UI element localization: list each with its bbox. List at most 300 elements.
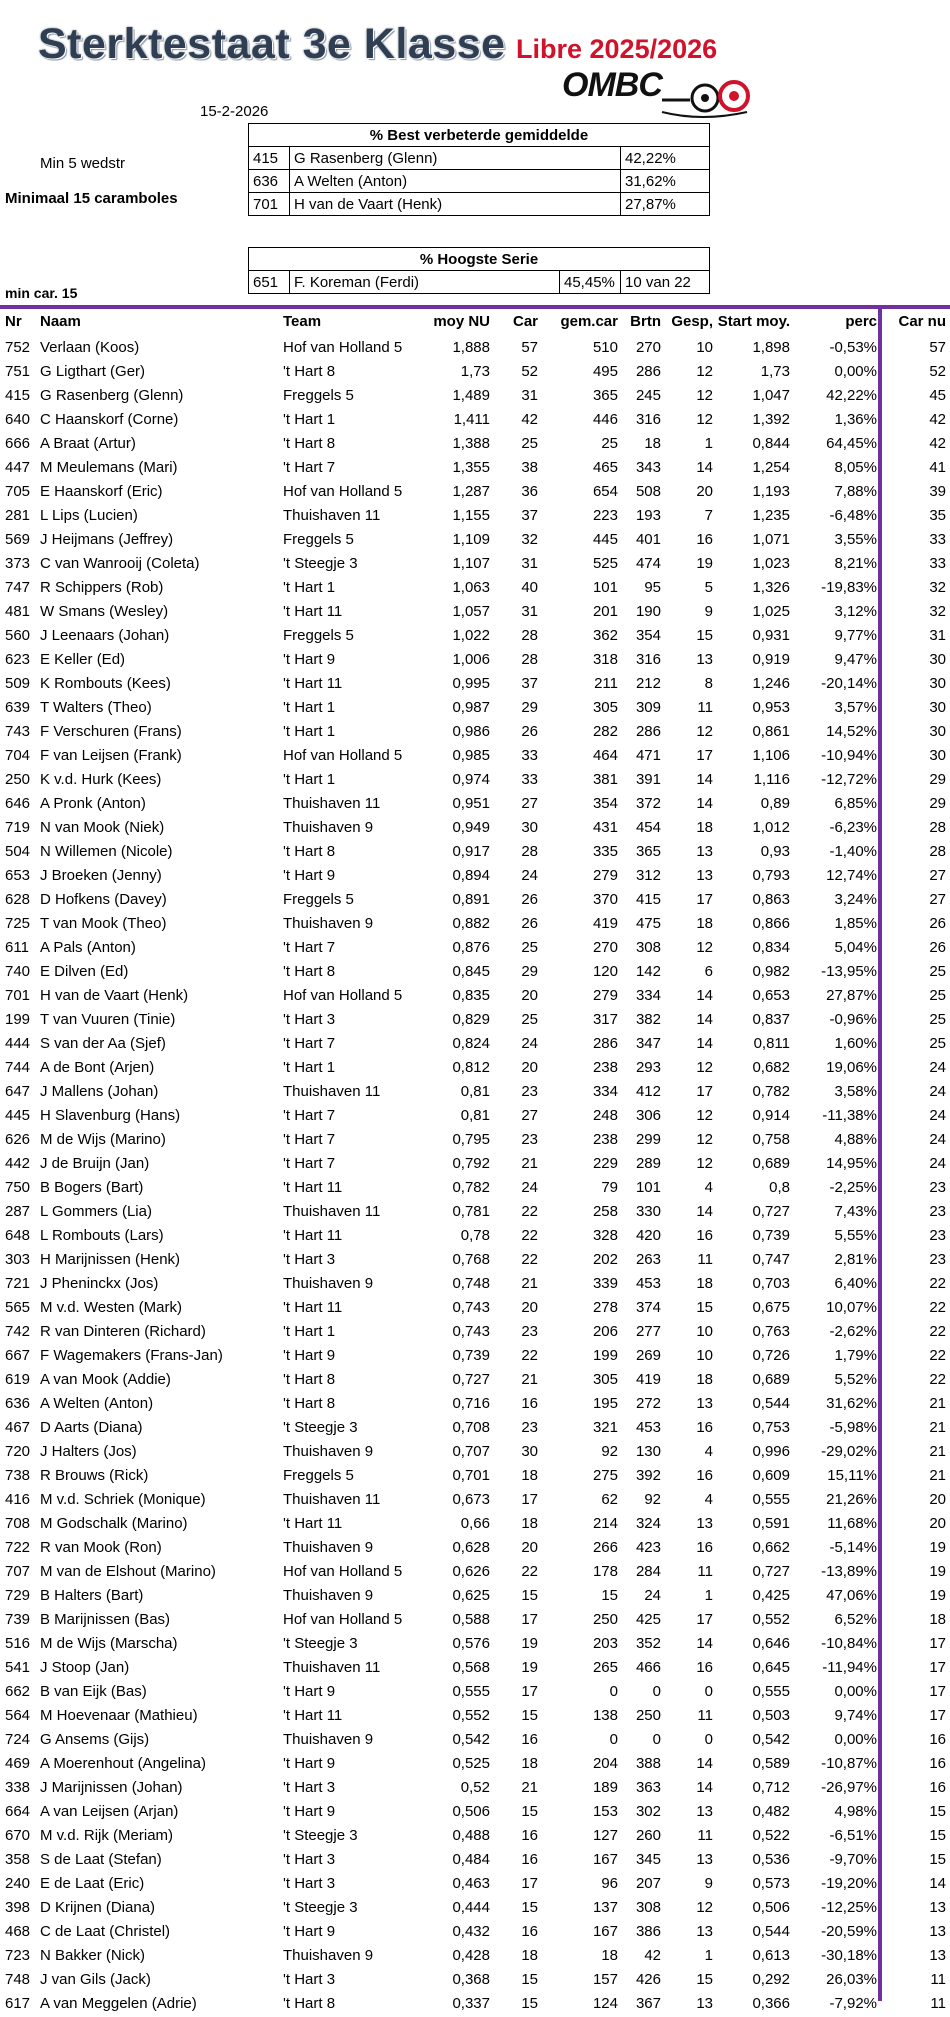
gespeeld: 13	[696, 1851, 713, 1868]
beurten: 354	[635, 627, 661, 644]
beurten: 92	[644, 1491, 661, 1508]
beurten: 388	[635, 1755, 661, 1772]
gem-car: 258	[592, 1203, 618, 1220]
player-name: M v.d. Rijk (Meriam)	[40, 1827, 174, 1844]
table-row	[0, 553, 950, 577]
moy-nu: 1,006	[452, 651, 490, 668]
player-nr: 481	[5, 603, 31, 620]
moy-nu: 0,555	[452, 1683, 490, 1700]
moy-nu: 0,588	[452, 1611, 490, 1628]
car: 22	[521, 1347, 538, 1364]
perc: -26,97%	[821, 1779, 877, 1796]
perc: 1,79%	[834, 1347, 877, 1364]
car: 16	[521, 1851, 538, 1868]
gespeeld: 20	[696, 483, 713, 500]
player-team: 't Hart 3	[283, 1875, 336, 1892]
start-moy: 0,834	[752, 939, 790, 956]
moy-nu: 0,81	[460, 1107, 490, 1124]
moy-nu: 1,388	[452, 435, 490, 452]
player-name: A Pronk (Anton)	[40, 795, 146, 812]
car-nu: 22	[929, 1299, 946, 1316]
perc: -6,51%	[829, 1827, 877, 1844]
player-nr: 564	[5, 1707, 31, 1724]
car: 16	[521, 1923, 538, 1940]
table-row	[0, 1393, 950, 1417]
gem-car: 206	[592, 1323, 618, 1340]
perc: -6,23%	[829, 819, 877, 836]
player-team: 't Hart 7	[283, 1107, 336, 1124]
gem-car: 214	[592, 1515, 618, 1532]
start-moy: 0,8	[769, 1179, 790, 1196]
gem-car: 362	[592, 627, 618, 644]
car: 29	[521, 699, 538, 716]
gespeeld: 17	[696, 747, 713, 764]
player-name: K Rombouts (Kees)	[40, 675, 171, 692]
table-row	[0, 1825, 950, 1849]
beurten: 277	[635, 1323, 661, 1340]
gem-car: 266	[592, 1539, 618, 1556]
start-moy: 0,89	[760, 795, 790, 812]
player-team: 't Hart 11	[283, 1179, 343, 1196]
table-row	[0, 841, 950, 865]
player-nr: 509	[5, 675, 31, 692]
player-nr: 611	[5, 939, 29, 956]
car: 24	[521, 1035, 538, 1052]
start-moy: 1,047	[752, 387, 790, 404]
gem-car: 202	[592, 1251, 618, 1268]
beurten: 24	[644, 1587, 661, 1604]
beurten: 130	[635, 1443, 661, 1460]
perc: -5,14%	[829, 1539, 877, 1556]
perc: 11,68%	[827, 1515, 877, 1532]
moy-nu: 0,829	[452, 1011, 490, 1028]
player-nr: 565	[5, 1299, 31, 1316]
car: 38	[521, 459, 538, 476]
moy-nu: 0,995	[452, 675, 490, 692]
gem-car: 0	[609, 1683, 618, 1700]
start-moy: 0,591	[752, 1515, 790, 1532]
beurten: 312	[635, 867, 661, 884]
player-team: 't Hart 7	[283, 1035, 336, 1052]
beurten: 289	[635, 1155, 661, 1172]
player-team: Thuishaven 9	[283, 1275, 374, 1292]
table-row	[0, 889, 950, 913]
player-nr: 704	[5, 747, 31, 764]
perc: 3,57%	[834, 699, 877, 716]
gem-car: 238	[592, 1059, 618, 1076]
col-nr: Nr	[5, 313, 22, 330]
perc: -13,89%	[821, 1563, 877, 1580]
gespeeld: 17	[696, 891, 713, 908]
player-nr: 747	[5, 579, 31, 596]
player-team: 't Hart 9	[283, 1683, 336, 1700]
car: 25	[521, 1011, 538, 1028]
car-nu: 25	[929, 987, 946, 1004]
gem-car: 354	[592, 795, 618, 812]
player-team: 't Hart 9	[283, 651, 336, 668]
beurten: 372	[635, 795, 661, 812]
beurten: 420	[635, 1227, 661, 1244]
perc: -13,95%	[821, 963, 877, 980]
car-nu: 29	[929, 795, 946, 812]
start-moy: 0,753	[752, 1419, 790, 1436]
beurten: 306	[635, 1107, 661, 1124]
table-row	[0, 865, 950, 889]
gem-car: 189	[592, 1779, 618, 1796]
player-name: C Haanskorf (Corne)	[40, 411, 179, 428]
perc: 4,88%	[834, 1131, 877, 1148]
table-row	[0, 601, 950, 625]
player-name: J van Gils (Jack)	[40, 1971, 151, 1988]
moy-nu: 0,568	[452, 1659, 490, 1676]
min-car-note: min car. 15	[5, 285, 78, 301]
gespeeld: 4	[704, 1491, 713, 1508]
player-team: 't Hart 1	[283, 699, 336, 716]
player-team: 't Steegje 3	[283, 1827, 358, 1844]
player-nr: 338	[5, 1779, 31, 1796]
gespeeld: 14	[696, 987, 713, 1004]
car-nu: 27	[929, 891, 946, 908]
car: 26	[521, 915, 538, 932]
beurten: 419	[635, 1371, 661, 1388]
car-nu: 42	[929, 435, 946, 452]
min-caramboles-note: Minimaal 15 caramboles	[5, 190, 178, 207]
gem-car: 101	[592, 579, 618, 596]
gespeeld: 11	[697, 1827, 713, 1844]
start-moy: 1,73	[760, 363, 790, 380]
start-moy: 0,675	[752, 1299, 790, 1316]
beurten: 286	[635, 363, 661, 380]
car: 17	[521, 1875, 538, 1892]
gespeeld: 8	[704, 675, 713, 692]
table-row	[0, 985, 950, 1009]
player-team: Freggels 5	[283, 1467, 354, 1484]
gespeeld: 17	[696, 1611, 713, 1628]
car: 36	[521, 483, 538, 500]
gem-car: 120	[592, 963, 618, 980]
table-row	[0, 697, 950, 721]
player-team: Hof van Holland 5	[283, 747, 403, 764]
beurten: 363	[635, 1779, 661, 1796]
player-nr: 666	[5, 435, 31, 452]
player-nr: 667	[5, 1347, 31, 1364]
beurten: 270	[635, 339, 661, 356]
gem-car: 229	[592, 1155, 618, 1172]
player-nr: 447	[5, 459, 31, 476]
moy-nu: 0,974	[452, 771, 490, 788]
gespeeld: 14	[696, 1011, 713, 1028]
car-nu: 30	[929, 699, 946, 716]
car-nu: 21	[929, 1419, 946, 1436]
moy-nu: 0,707	[452, 1443, 490, 1460]
start-moy: 0,914	[752, 1107, 790, 1124]
perc: 8,05%	[834, 459, 877, 476]
player-name: M v.d. Westen (Mark)	[40, 1299, 182, 1316]
perc: 7,43%	[834, 1203, 877, 1220]
player-nr: 719	[5, 819, 31, 836]
player-team: 't Hart 11	[283, 603, 343, 620]
gespeeld: 0	[704, 1683, 713, 1700]
perc: 8,21%	[834, 555, 877, 572]
car: 20	[521, 1539, 538, 1556]
gespeeld: 9	[704, 603, 713, 620]
table-row	[0, 1609, 950, 1633]
perc: -20,14%	[821, 675, 877, 692]
moy-nu: 0,52	[460, 1779, 490, 1796]
car: 15	[521, 1587, 538, 1604]
gespeeld: 10	[696, 1323, 713, 1340]
car-nu: 35	[929, 507, 946, 524]
player-team: Freggels 5	[283, 891, 354, 908]
moy-nu: 0,987	[452, 699, 490, 716]
player-team: Hof van Holland 5	[283, 1611, 403, 1628]
gem-car: 127	[592, 1827, 618, 1844]
title-season: Libre 2025/2026	[516, 34, 718, 64]
player-team: 't Hart 1	[283, 579, 336, 596]
player-team: 't Hart 11	[283, 1707, 343, 1724]
table-row	[0, 1129, 950, 1153]
beurten: 415	[635, 891, 661, 908]
player-team: 't Hart 3	[283, 1011, 336, 1028]
start-moy: 0,703	[752, 1275, 790, 1292]
car: 37	[521, 507, 538, 524]
moy-nu: 0,792	[452, 1155, 490, 1172]
perc: -1,40%	[829, 843, 877, 860]
car: 15	[521, 1971, 538, 1988]
start-moy: 1,326	[752, 579, 790, 596]
beurten: 466	[635, 1659, 661, 1676]
table-row	[0, 961, 950, 985]
car-nu: 25	[929, 1035, 946, 1052]
gespeeld: 16	[696, 1227, 713, 1244]
player-team: 't Hart 9	[283, 1347, 336, 1364]
player-name: A van Meggelen (Adrie)	[40, 1995, 197, 2012]
perc: 21,26%	[826, 1491, 877, 1508]
gespeeld: 19	[696, 555, 713, 572]
player-team: 't Steegje 3	[283, 1419, 358, 1436]
player-nr: 740	[5, 963, 31, 980]
beurten: 272	[635, 1395, 661, 1412]
player-nr: 729	[5, 1587, 31, 1604]
player-nr: 722	[5, 1539, 31, 1556]
table-row	[0, 1033, 950, 1057]
gespeeld: 13	[696, 867, 713, 884]
moy-nu: 0,882	[452, 915, 490, 932]
ombc-logo	[562, 64, 752, 120]
gem-car: 167	[592, 1923, 618, 1940]
table-row	[0, 385, 950, 409]
gespeeld: 13	[696, 1803, 713, 1820]
perc: 5,55%	[834, 1227, 877, 1244]
table-row	[0, 457, 950, 481]
beurten: 42	[644, 1947, 661, 1964]
gespeeld: 10	[696, 1347, 713, 1364]
table-row	[0, 1729, 950, 1753]
car-nu: 24	[929, 1107, 946, 1124]
gem-car: 138	[592, 1707, 618, 1724]
highest-series-row: 651 F. Koreman (Ferdi) 45,45% 10 van 22	[249, 271, 710, 294]
table-row	[0, 1177, 950, 1201]
player-team: 't Hart 8	[283, 1995, 336, 2012]
report-date: 15-2-2026	[200, 103, 269, 120]
moy-nu: 0,986	[452, 723, 490, 740]
player-team: Hof van Holland 5	[283, 987, 403, 1004]
start-moy: 0,503	[752, 1707, 790, 1724]
table-row	[0, 481, 950, 505]
gem-car: 92	[601, 1443, 618, 1460]
gem-car: 464	[592, 747, 618, 764]
billiard-balls-icon	[562, 64, 752, 120]
table-row	[0, 1705, 950, 1729]
car-nu: 42	[929, 411, 946, 428]
gespeeld: 12	[696, 1131, 713, 1148]
start-moy: 0,931	[752, 627, 790, 644]
gem-car: 178	[592, 1563, 618, 1580]
table-row	[0, 1561, 950, 1585]
gespeeld: 1	[704, 1587, 713, 1604]
start-moy: 1,254	[752, 459, 790, 476]
moy-nu: 0,701	[452, 1467, 490, 1484]
gespeeld: 14	[696, 1755, 713, 1772]
player-name: D Hofkens (Davey)	[40, 891, 167, 908]
player-nr: 398	[5, 1899, 31, 1916]
player-name: C de Laat (Christel)	[40, 1923, 171, 1940]
player-nr: 743	[5, 723, 31, 740]
gespeeld: 12	[696, 723, 713, 740]
car-nu: 30	[929, 723, 946, 740]
player-nr: 721	[5, 1275, 31, 1292]
perc: 6,52%	[834, 1611, 877, 1628]
moy-nu: 0,781	[452, 1203, 490, 1220]
table-row	[0, 1057, 950, 1081]
car: 30	[521, 1443, 538, 1460]
start-moy: 0,863	[752, 891, 790, 908]
start-moy: 0,555	[752, 1683, 790, 1700]
perc: -7,92%	[829, 1995, 877, 2012]
perc: 3,24%	[834, 891, 877, 908]
moy-nu: 1,287	[452, 483, 490, 500]
car: 18	[521, 1515, 538, 1532]
beurten: 142	[635, 963, 661, 980]
start-moy: 0,837	[752, 1011, 790, 1028]
moy-nu: 0,739	[452, 1347, 490, 1364]
gespeeld: 13	[696, 843, 713, 860]
player-team: Hof van Holland 5	[283, 339, 403, 356]
player-nr: 199	[5, 1011, 31, 1028]
car-nu: 45	[929, 387, 946, 404]
gespeeld: 1	[704, 435, 713, 452]
car: 27	[521, 1107, 538, 1124]
car: 22	[521, 1563, 538, 1580]
car: 37	[521, 675, 538, 692]
player-nr: 708	[5, 1515, 31, 1532]
beurten: 302	[635, 1803, 661, 1820]
table-row	[0, 937, 950, 961]
perc: 1,36%	[834, 411, 877, 428]
car-nu: 28	[929, 843, 946, 860]
gespeeld: 13	[696, 1995, 713, 2012]
player-name: J Heijmans (Jeffrey)	[40, 531, 174, 548]
player-nr: 639	[5, 699, 31, 716]
beurten: 453	[635, 1419, 661, 1436]
player-team: Thuishaven 11	[283, 795, 381, 812]
table-row	[0, 433, 950, 457]
beurten: 508	[635, 483, 661, 500]
car-nu: 30	[929, 747, 946, 764]
car-nu: 15	[929, 1827, 946, 1844]
moy-nu: 0,576	[452, 1635, 490, 1652]
car: 33	[521, 747, 538, 764]
car: 21	[521, 1779, 538, 1796]
player-name: H Marijnissen (Henk)	[40, 1251, 181, 1268]
car: 20	[521, 1299, 538, 1316]
player-name: G Ansems (Gijs)	[40, 1731, 150, 1748]
beurten: 386	[635, 1923, 661, 1940]
perc: 4,98%	[834, 1803, 877, 1820]
beurten: 347	[635, 1035, 661, 1052]
highest-series-title: % Hoogste Serie	[249, 248, 710, 271]
best-improved-row: 701 H van de Vaart (Henk) 27,87%	[249, 193, 710, 216]
player-team: 't Hart 3	[283, 1251, 336, 1268]
moy-nu: 1,355	[452, 459, 490, 476]
player-name: F Wagemakers (Frans-Jan)	[40, 1347, 223, 1364]
car: 20	[521, 987, 538, 1004]
perc: -19,20%	[821, 1875, 877, 1892]
perc: 0,00%	[834, 363, 877, 380]
perc: 19,06%	[826, 1059, 877, 1076]
beurten: 471	[635, 747, 661, 764]
player-team: 't Hart 9	[283, 1803, 336, 1820]
gem-car: 495	[592, 363, 618, 380]
player-nr: 619	[5, 1371, 31, 1388]
gespeeld: 16	[696, 531, 713, 548]
player-nr: 648	[5, 1227, 31, 1244]
perc: -10,87%	[821, 1755, 877, 1772]
gespeeld: 6	[704, 963, 713, 980]
player-nr: 569	[5, 531, 31, 548]
gespeeld: 12	[696, 1899, 713, 1916]
player-nr: 445	[5, 1107, 31, 1124]
player-name: J Halters (Jos)	[40, 1443, 137, 1460]
beurten: 334	[635, 987, 661, 1004]
gem-car: 204	[592, 1755, 618, 1772]
player-team: 't Hart 7	[283, 459, 336, 476]
title-main: Sterktestaat 3e Klasse	[38, 20, 506, 68]
start-moy: 0,522	[752, 1827, 790, 1844]
table-row	[0, 1345, 950, 1369]
car: 26	[521, 891, 538, 908]
player-nr: 720	[5, 1443, 31, 1460]
min-wedstrijden-note: Min 5 wedstr	[40, 155, 126, 172]
player-nr: 504	[5, 843, 31, 860]
gespeeld: 12	[696, 387, 713, 404]
table-row	[0, 409, 950, 433]
table-row	[0, 1633, 950, 1657]
car: 33	[521, 771, 538, 788]
player-nr: 725	[5, 915, 31, 932]
car: 21	[521, 1275, 538, 1292]
gem-car: 0	[609, 1731, 618, 1748]
start-moy: 1,071	[752, 531, 790, 548]
player-nr: 701	[5, 987, 31, 1004]
perc: -0,96%	[829, 1011, 877, 1028]
gespeeld: 4	[704, 1443, 713, 1460]
gespeeld: 11	[697, 1707, 713, 1724]
car-nu: 15	[929, 1851, 946, 1868]
player-nr: 467	[5, 1419, 31, 1436]
start-moy: 1,235	[752, 507, 790, 524]
start-moy: 0,425	[752, 1587, 790, 1604]
